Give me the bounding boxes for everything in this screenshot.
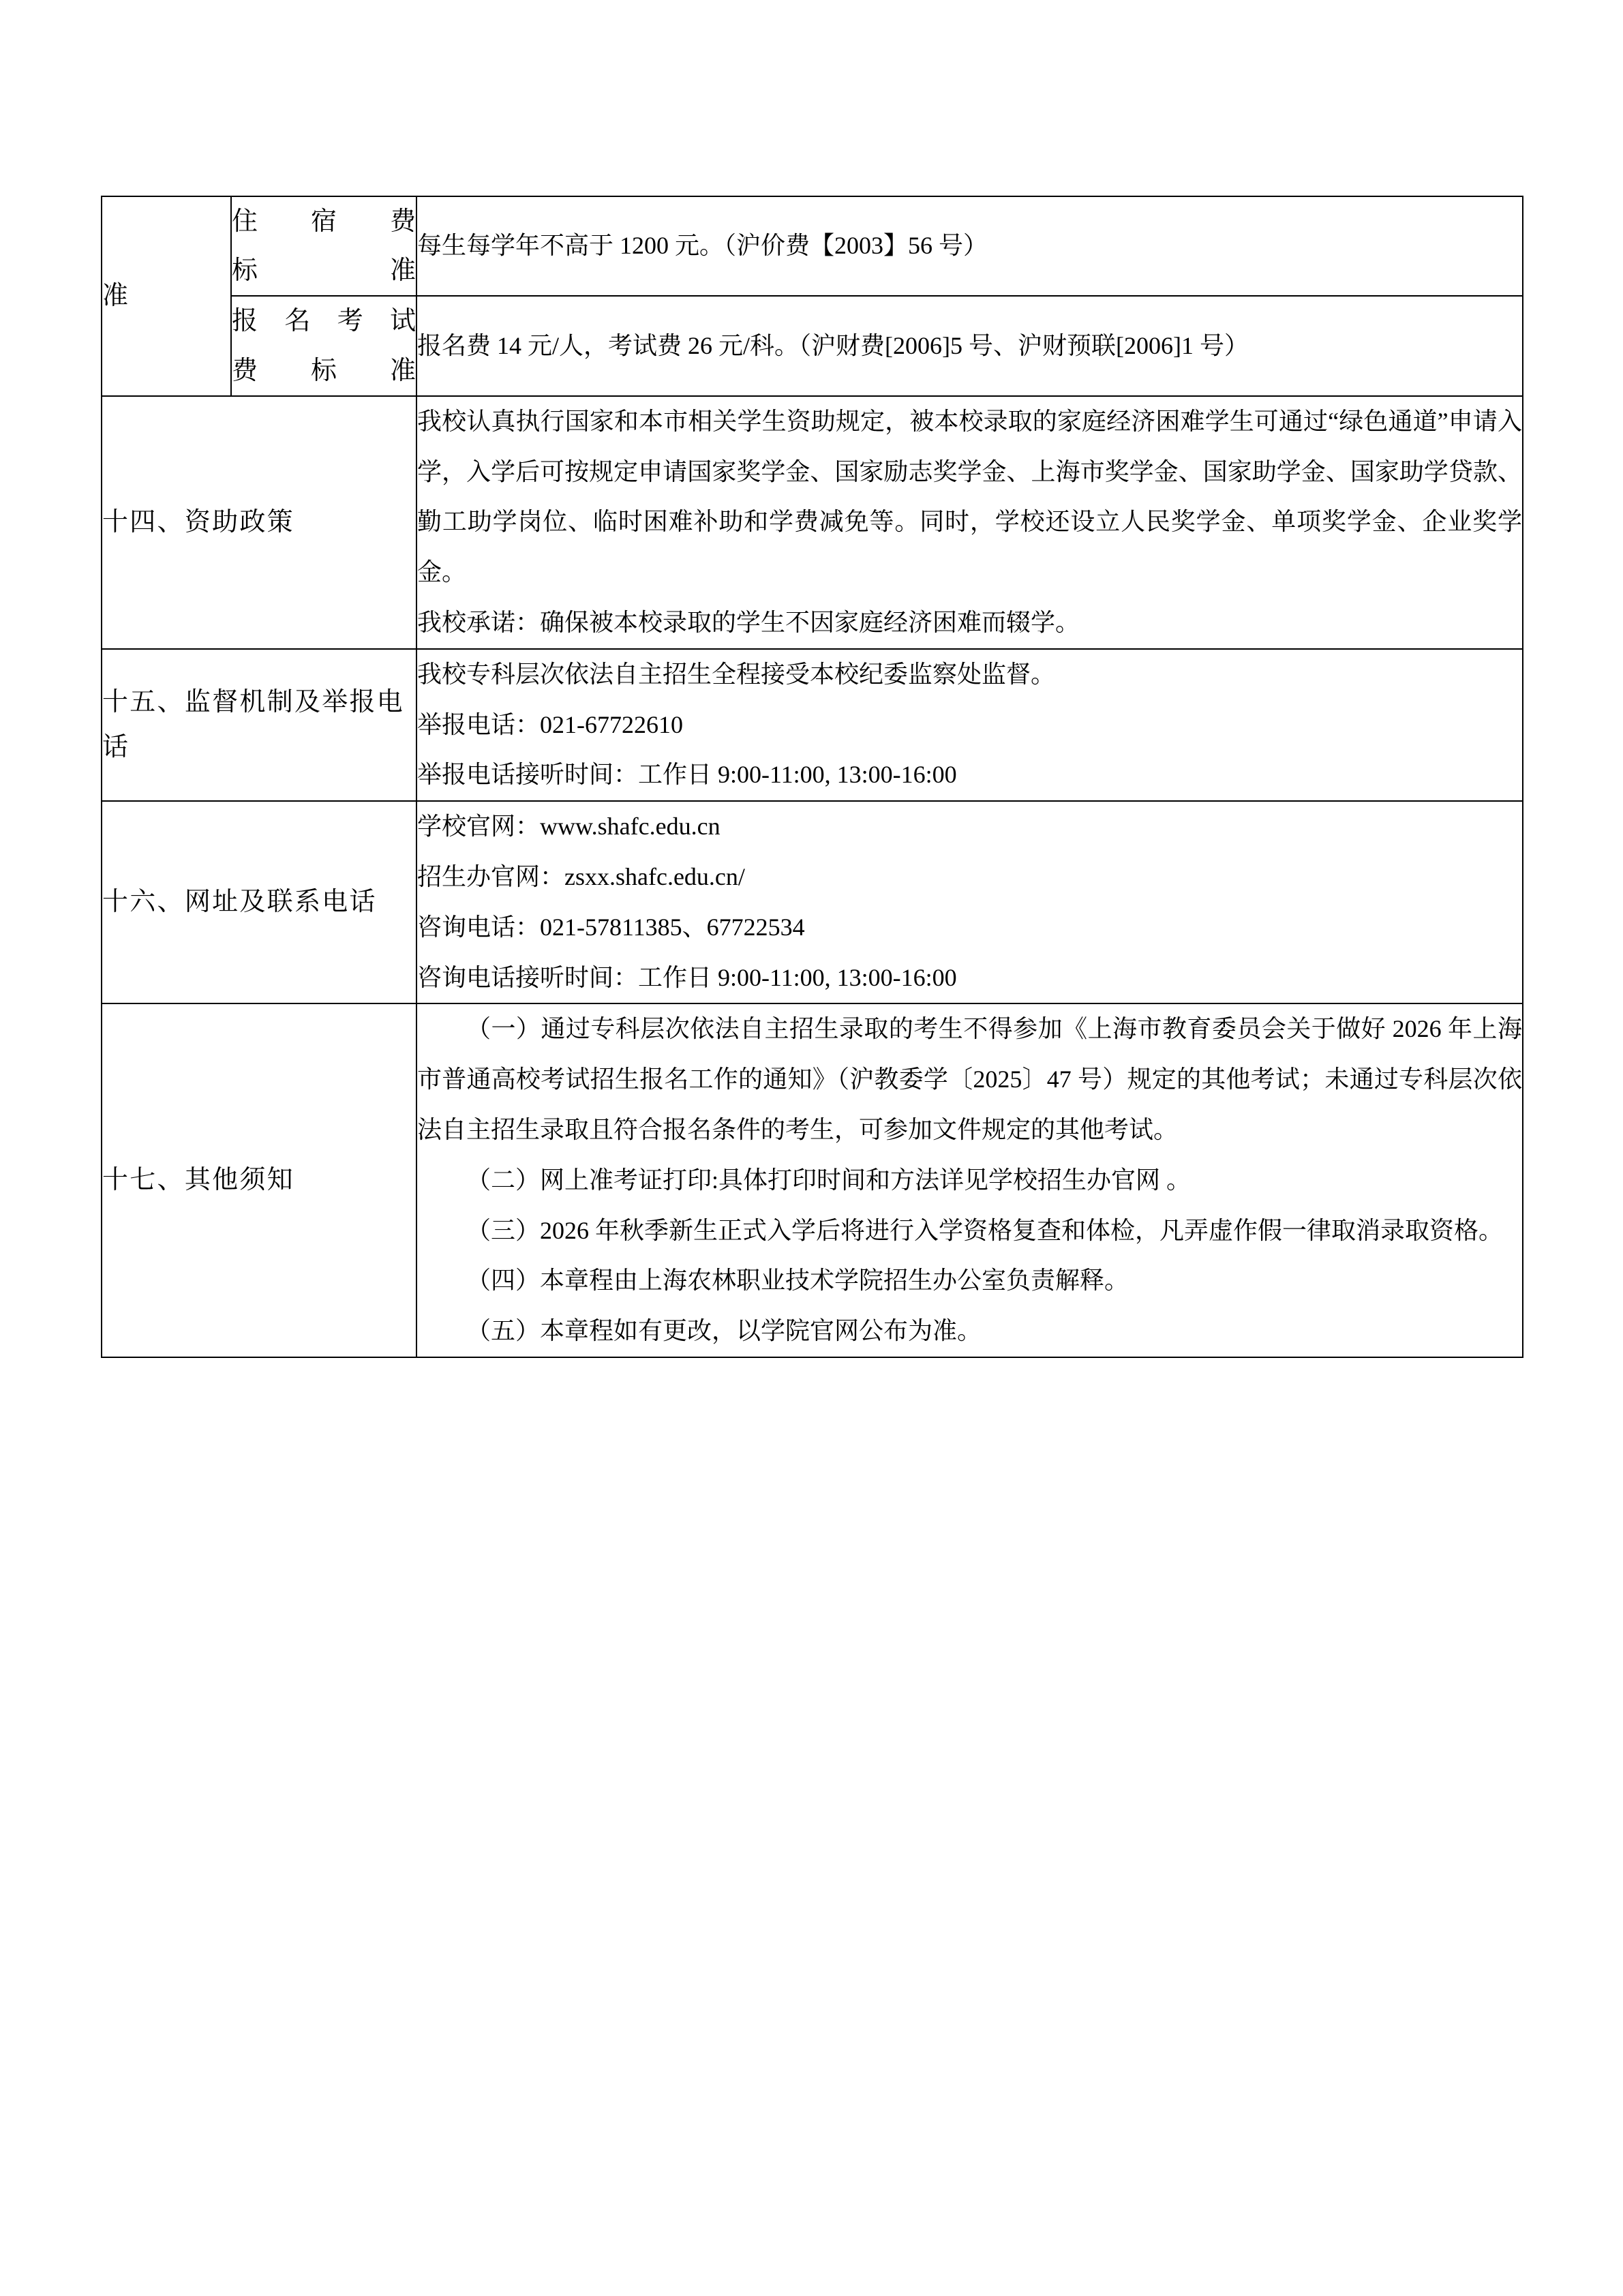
other-notice-item: （三）2026 年秋季新生正式入学后将进行入学资格复查和体检，凡弄虚作假一律取消录取资格。 — [466, 1216, 1504, 1244]
other-notices-content-cell — [416, 1003, 1523, 1357]
consultation-phone: 咨询电话：021-57811385、67722534 — [417, 913, 805, 941]
supervision-content-cell — [416, 649, 1523, 801]
supervision-paragraph: 我校专科层次依法自主招生全程接受本校纪委监察处监督。 — [417, 660, 1056, 688]
fee-standard-stub-label: 准 — [102, 196, 231, 396]
report-phone-hours: 举报电话接听时间：工作日 9:00-11:00, 13:00-16:00 — [417, 761, 957, 789]
dormitory-fee-sub-label-line2: 标准 — [232, 256, 416, 286]
other-notice-item: （四）本章程由上海农林职业技术学院招生办公室负责解释。 — [466, 1267, 1129, 1295]
dormitory-fee-sub-label-line1: 住宿费 — [232, 207, 416, 236]
school-website: 学校官网：www.shafc.edu.cn — [417, 813, 721, 841]
table-row — [102, 396, 1523, 649]
table-row — [102, 196, 1523, 296]
application-exam-fee-content-cell — [416, 296, 1523, 395]
table-row — [102, 649, 1523, 801]
section-label-website-contact: 十六、网址及联系电话 — [102, 801, 416, 1003]
section-label-funding-policy: 十四、资助政策 — [102, 396, 416, 649]
section-label-other-notices: 十七、其他须知 — [102, 1003, 416, 1357]
section-label-supervision: 十五、监督机制及举报电话 — [102, 649, 416, 801]
dormitory-fee-content-cell — [416, 196, 1523, 296]
website-contact-content-cell — [416, 801, 1523, 1003]
other-notice-item: （二）网上准考证打印:具体打印时间和方法详见学校招生办官网 。 — [466, 1166, 1192, 1194]
application-exam-fee-sub-label — [231, 296, 416, 395]
table-row — [102, 801, 1523, 1003]
table-row — [102, 1003, 1523, 1357]
funding-policy-content-cell — [416, 396, 1523, 649]
dormitory-fee-content-text: 每生每学年不高于 1200 元。（沪价费【2003】56 号） — [417, 232, 988, 260]
other-notice-item: （一）通过专科层次依法自主招生录取的考生不得参加《上海市教育委员会关于做好 2026 年上海市普通高校考试招生报名工作的通知》（沪教委学〔2025〕47 号）规定的其他考试；未通过专科层次依法自主招生录取且符合报名条件的考生，可参加文件规定的其他考试。 — [417, 1015, 1522, 1143]
admissions-website: 招生办官网：zsxx.shafc.edu.cn/ — [417, 862, 745, 890]
funding-policy-paragraph: 我校认真执行国家和本市相关学生资助规定，被本校录取的家庭经济困难学生可通过“绿色通道”申请入学，入学后可按规定申请国家奖学金、国家励志奖学金、上海市奖学金、国家助学金、国家助学贷款、勤工助学岗位、临时困难补助和学费减免等。同时，学校还设立人民奖学金、单项奖学金、企业奖学金。 — [417, 407, 1522, 586]
table-row — [102, 296, 1523, 395]
application-exam-fee-sub-label-line1: 报名考试 — [232, 307, 416, 336]
dormitory-fee-sub-label — [231, 196, 416, 296]
report-phone-number: 举报电话：021-67722610 — [417, 710, 683, 738]
consultation-phone-hours: 咨询电话接听时间：工作日 9:00-11:00, 13:00-16:00 — [417, 963, 957, 991]
application-exam-fee-content-text: 报名费 14 元/人，考试费 26 元/科。（沪财费[2006]5 号、沪财预联[2006]1 号） — [417, 331, 1249, 359]
regulations-table — [101, 196, 1523, 1358]
other-notice-item: （五）本章程如有更改，以学院官网公布为准。 — [466, 1317, 982, 1345]
application-exam-fee-sub-label-line2: 费标准 — [232, 356, 416, 385]
funding-policy-paragraph: 我校承诺：确保被本校录取的学生不因家庭经济困难而辍学。 — [417, 608, 1080, 636]
